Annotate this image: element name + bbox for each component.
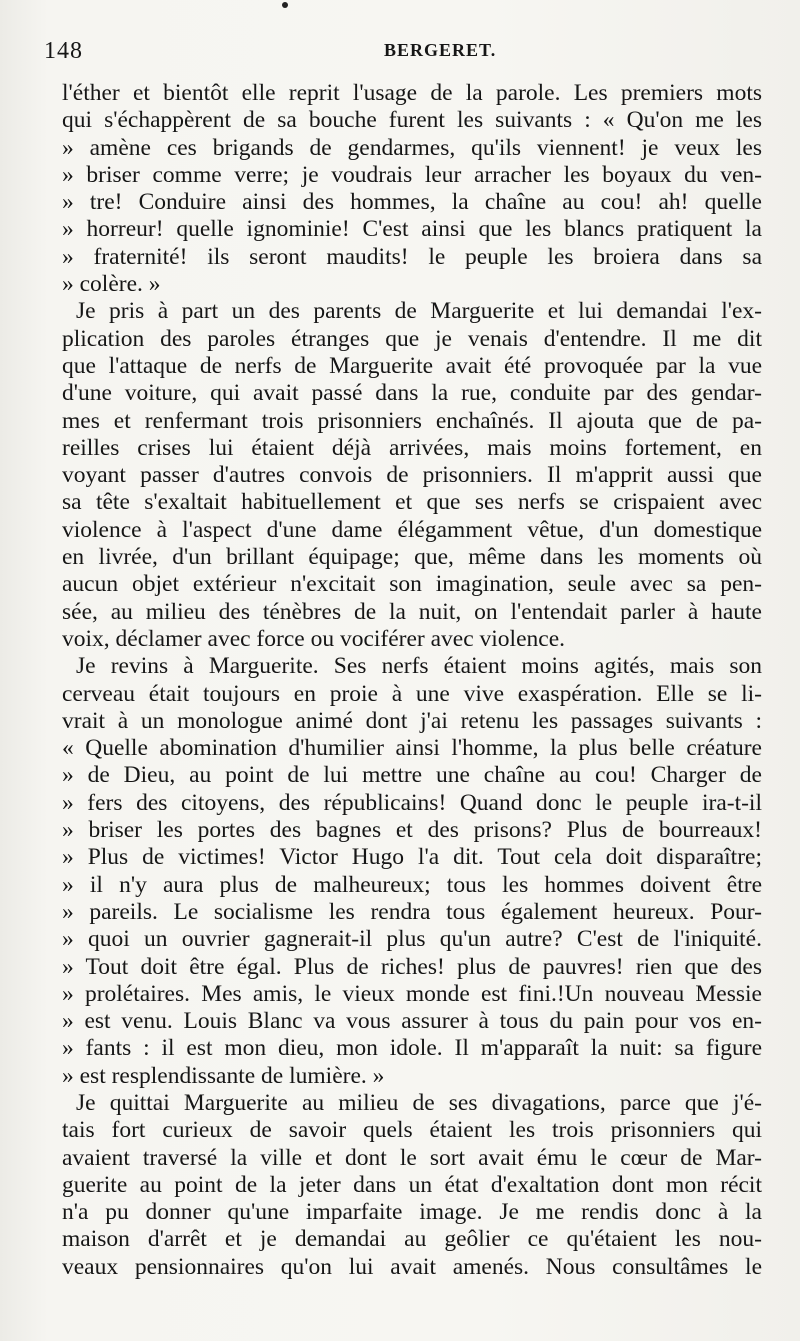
body-text	[62, 80, 762, 1281]
text-line: mes et renfermant trois prisonniers enchaînés. Il ajouta que de pa-	[62, 407, 762, 434]
text-line: guerite au point de la jeter dans un état d'exaltation dont mon récit	[62, 1171, 762, 1198]
ink-dot	[282, 2, 288, 8]
text-line: » Plus de victimes! Victor Hugo l'a dit. Tout cela doit disparaître;	[62, 844, 762, 871]
text-line: veaux pensionnaires qu'on lui avait amenés. Nous consultâmes le	[62, 1253, 762, 1280]
text-line: n'a pu donner qu'une imparfaite image. Je me rendis donc à la	[62, 1199, 762, 1226]
text-line: maison d'arrêt et je demandai au geôlier ce qu'étaient les nou-	[62, 1226, 762, 1253]
page-header	[44, 38, 760, 68]
text-line: sa tête s'exaltait habituellement et que ses nerfs se crispaient avec	[62, 489, 762, 516]
text-line: » prolétaires. Mes amis, le vieux monde est fini.!Un nouveau Messie	[62, 980, 762, 1007]
text-line: avaient traversé la ville et dont le sort avait ému le cœur de Mar-	[62, 1144, 762, 1171]
text-line: en livrée, d'un brillant équipage; que, même dans les moments où	[62, 544, 762, 571]
text-line: » tre! Conduire ainsi des hommes, la chaîne au cou! ah! quelle	[62, 189, 762, 216]
text-line: sée, au milieu des ténèbres de la nuit, on l'entendait parler à haute	[62, 598, 762, 625]
text-line: » briser comme verre; je voudrais leur arracher les boyaux du ven-	[62, 161, 762, 188]
text-line: plication des paroles étranges que je venais d'entendre. Il me dit	[62, 325, 762, 352]
text-line: voix, déclamer avec force ou vociférer avec violence.	[62, 625, 566, 652]
text-line: d'une voiture, qui avait passé dans la rue, conduite par des gendar-	[62, 380, 762, 407]
text-line: » horreur! quelle ignominie! C'est ainsi que les blancs pratiquent la	[62, 216, 762, 243]
text-line: » amène ces brigands de gendarmes, qu'ils viennent! je veux les	[62, 134, 762, 161]
running-head: BERGERET.	[384, 40, 497, 60]
text-line: » de Dieu, au point de lui mettre une chaîne au cou! Charger de	[62, 762, 762, 789]
text-line: » pareils. Le socialisme les rendra tous également heureux. Pour-	[62, 898, 762, 925]
text-line: Je revins à Marguerite. Ses nerfs étaient moins agités, mais son	[76, 653, 762, 680]
text-line: cerveau était toujours en proie à une vive exaspération. Elle se li-	[62, 680, 762, 707]
text-line: Je quittai Marguerite au milieu de ses divagations, parce que j'é-	[76, 1089, 762, 1116]
text-line: » quoi un ouvrier gagnerait-il plus qu'un autre? C'est de l'iniquité.	[62, 926, 762, 953]
text-line: l'éther et bientôt elle reprit l'usage de la parole. Les premiers mots	[62, 80, 762, 106]
text-line: vrait à un monologue animé dont j'ai retenu les passages suivants :	[62, 707, 762, 734]
text-line: » fers des citoyens, des républicains! Quand donc le peuple ira-t-il	[62, 789, 762, 816]
text-line: » Tout doit être égal. Plus de riches! plus de pauvres! rien que des	[62, 953, 762, 980]
text-line: violence à l'aspect d'une dame élégamment vêtue, d'un domestique	[62, 516, 762, 543]
text-line: voyant passer d'autres convois de prisonniers. Il m'apprit aussi que	[62, 462, 762, 489]
text-line: » est resplendissante de lumière. »	[62, 1062, 385, 1089]
text-line: aucun objet extérieur n'excitait son imagination, seule avec sa pen-	[62, 571, 762, 598]
text-line: qui s'échappèrent de sa bouche furent les suivants : « Qu'on me les	[62, 107, 762, 134]
text-line: tais fort curieux de savoir quels étaient les trois prisonniers qui	[62, 1117, 762, 1144]
text-line: » il n'y aura plus de malheureux; tous les hommes doivent être	[62, 871, 762, 898]
page-number: 148	[44, 38, 83, 64]
text-line: » briser les portes des bagnes et des prisons? Plus de bourreaux!	[62, 817, 762, 844]
text-line: que l'attaque de nerfs de Marguerite avait été provoquée par la vue	[62, 352, 762, 379]
text-line: » fants : il est mon dieu, mon idole. Il m'apparaît la nuit: sa figure	[62, 1035, 762, 1062]
text-line: « Quelle abomination d'humilier ainsi l'homme, la plus belle créature	[62, 735, 762, 762]
text-line: » est venu. Louis Blanc va vous assurer à tous du pain pour vos en-	[62, 1008, 762, 1035]
text-line: » colère. »	[62, 271, 161, 298]
text-line: Je pris à part un des parents de Marguerite et lui demandai l'ex-	[76, 298, 762, 325]
text-line: » fraternité! ils seront maudits! le peuple les broiera dans sa	[62, 243, 762, 270]
text-line: reilles crises lui étaient déjà arrivées, mais moins fortement, en	[62, 434, 762, 461]
